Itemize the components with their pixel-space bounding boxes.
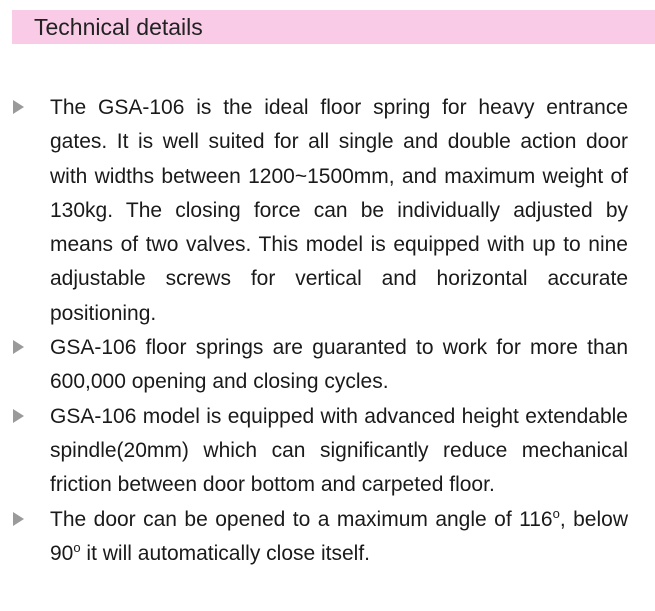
triangle-right-icon <box>13 409 24 423</box>
list-item-text: The GSA-106 is the ideal floor spring for heavy entrance gates. It is well suited for all single and double action door with widths between 1200~1500mm, and maximum weight of 130kg. The closing force can be individually adjusted by means of two valves. This model is equipped with up to nine adjustable screws for vertical and horizontal accurate positioning. <box>50 96 628 325</box>
list-item <box>0 91 655 331</box>
list-item <box>0 331 655 400</box>
list-item-text: GSA-106 model is equipped with advanced height extendable spindle(20mm) which can significantly reduce mechanical friction between door bottom and carpeted floor. <box>50 404 628 497</box>
degree-sign: o <box>552 505 560 521</box>
list-item-text <box>50 503 628 572</box>
triangle-right-icon <box>13 340 24 354</box>
list-item-text-part: The door can be opened to a maximum angle of 116 <box>50 507 553 531</box>
list-item <box>0 400 655 503</box>
triangle-right-icon <box>13 512 24 526</box>
list-item-text-part: it will automatically close itself. <box>80 541 371 565</box>
list-item-text: GSA-106 floor springs are guaranted to work for more than 600,000 opening and closing cycles. <box>50 336 628 394</box>
triangle-right-icon <box>13 100 24 114</box>
list-item <box>0 503 655 572</box>
section-title: Technical details <box>34 14 203 40</box>
section-header <box>12 10 655 44</box>
degree-sign: o <box>73 539 81 555</box>
list-item-text-part: , below 90 <box>50 507 628 565</box>
technical-details-list <box>0 91 655 571</box>
